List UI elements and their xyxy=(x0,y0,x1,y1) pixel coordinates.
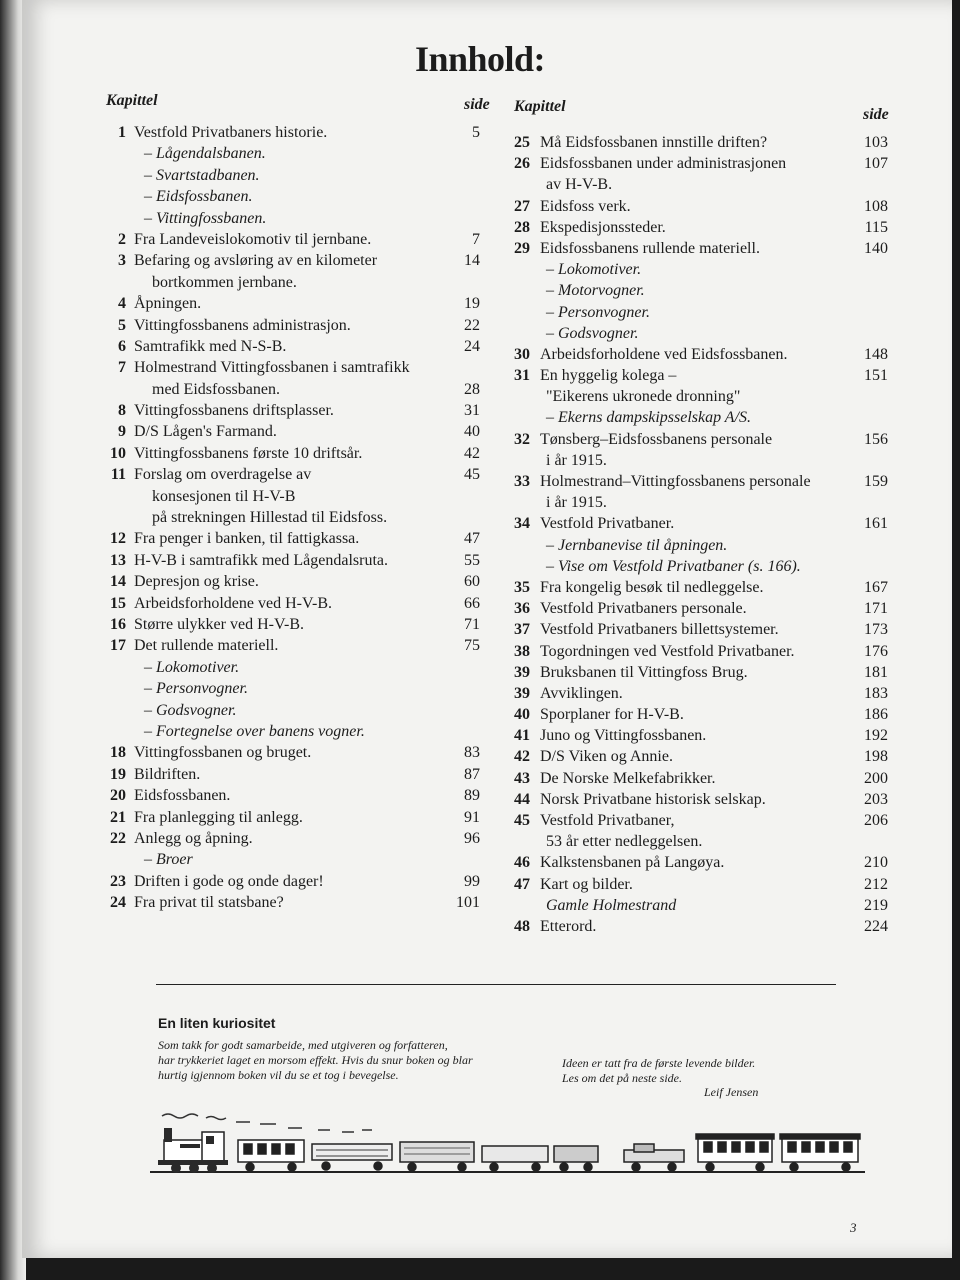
toc-entry xyxy=(500,324,892,345)
chapter-number: 4 xyxy=(118,295,126,313)
chapter-title: Norsk Privatbane historisk selskap. xyxy=(540,790,766,808)
chapter-title: D/S Lågen's Farmand. xyxy=(134,423,277,441)
chapter-title: Fra privat til statsbane? xyxy=(134,894,284,912)
chapter-subtitle: med Eidsfossbanen. xyxy=(152,380,280,398)
toc-entry xyxy=(96,743,486,764)
toc-entry xyxy=(500,599,892,620)
page-reference: 87 xyxy=(464,765,480,783)
chapter-title: H-V-B i samtrafikk med Lågendalsruta. xyxy=(134,551,389,569)
chapter-number: 26 xyxy=(514,155,530,173)
chapter-subtitle: bortkommen jernbane. xyxy=(152,273,297,291)
page-reference: 176 xyxy=(864,642,888,660)
steam-train-illustration xyxy=(150,1110,870,1190)
page-reference: 192 xyxy=(864,727,888,745)
toc-entry xyxy=(96,209,486,230)
chapter-title: Sporplaner for H-V-B. xyxy=(540,706,684,724)
chapter-number: 9 xyxy=(118,423,126,441)
chapter-title: Arbeidsforholdene ved Eidsfossbanen. xyxy=(540,345,788,363)
chapter-title: Ekspedisjonssteder. xyxy=(540,218,666,236)
toc-entry xyxy=(96,850,486,871)
toc-entry xyxy=(500,684,892,705)
chapter-number: 18 xyxy=(110,744,126,762)
chapter-subtitle: "Eikerens ukronede dronning" xyxy=(546,388,741,406)
chapter-title: Driften i gode og onde dager! xyxy=(134,872,324,890)
page-reference: 159 xyxy=(864,473,888,490)
chapter-subtitle: – Motorvogner. xyxy=(546,282,645,300)
toc-entry xyxy=(96,166,486,187)
chapter-title: Eidsfossbanen under administrasjonen xyxy=(540,155,787,173)
page-title: Innhold: xyxy=(414,39,546,79)
toc-entry xyxy=(96,615,486,636)
signature: Leif Jensen xyxy=(704,1085,759,1099)
chapter-title: D/S Viken og Annie. xyxy=(540,748,673,766)
chapter-title: Holmestrand Vittingfossbanen i samtrafikk xyxy=(134,359,410,377)
toc-entry xyxy=(96,893,486,914)
page-reference: 108 xyxy=(864,197,888,215)
toc-entry xyxy=(96,829,486,850)
page-reference: 181 xyxy=(864,663,888,681)
chapter-title: Må Eidsfossbanen innstille driften? xyxy=(540,134,768,151)
kuriositet-right-line: Les om det på neste side. xyxy=(562,1071,682,1085)
toc-right-column xyxy=(500,133,892,938)
chapter-subtitle: konsesjonen til H-V-B xyxy=(152,487,296,505)
page-reference: 210 xyxy=(864,854,888,872)
toc-entry xyxy=(500,853,892,874)
chapter-subtitle: – Vittingfossbanen. xyxy=(144,209,267,227)
page-reference: 156 xyxy=(864,430,888,448)
toc-entry xyxy=(96,808,486,829)
toc-entry xyxy=(500,387,892,408)
toc-entry xyxy=(500,663,892,684)
chapter-title: Fra planlegging til anlegg. xyxy=(134,808,303,826)
page-reference: 89 xyxy=(464,787,480,805)
chapter-title: Togordningen ved Vestfold Privatbaner. xyxy=(540,642,795,660)
page-reference: 99 xyxy=(464,872,480,890)
page-reference: 22 xyxy=(464,316,480,334)
toc-entry xyxy=(500,578,892,599)
chapter-number: 30 xyxy=(514,345,530,363)
chapter-title: Kart og bilder. xyxy=(540,875,633,893)
page-reference: 60 xyxy=(464,573,480,591)
chapter-number: 19 xyxy=(110,765,126,783)
right-side-header: side xyxy=(863,106,889,123)
chapter-number: 17 xyxy=(110,637,126,655)
page-reference: 55 xyxy=(464,551,480,569)
chapter-subtitle: 53 år etter nedleggelsen. xyxy=(546,833,703,851)
page-reference: 66 xyxy=(464,594,480,612)
toc-entry xyxy=(500,408,892,429)
toc-entry xyxy=(500,345,892,366)
toc-entry xyxy=(500,642,892,663)
chapter-title: Vestfold Privatbaners personale. xyxy=(540,600,747,618)
chapter-number: 39 xyxy=(514,684,530,702)
chapter-title: Vestfold Privatbaners billettsystemer. xyxy=(540,621,779,639)
toc-entry xyxy=(96,551,486,572)
chapter-title: Eidsfossbanens rullende materiell. xyxy=(540,239,760,257)
chapter-number: 1 xyxy=(118,124,126,141)
kuriositet-left-line: hurtig igjennom boken vil du se et tog i bevegelse. xyxy=(158,1068,399,1082)
chapter-subtitle: – Personvogner. xyxy=(546,303,650,321)
chapter-number: 40 xyxy=(514,706,530,724)
chapter-subtitle: – Lokomotiver. xyxy=(144,658,240,676)
toc-entry xyxy=(500,726,892,747)
chapter-number: 25 xyxy=(514,134,530,151)
chapter-subtitle: – Eidsfossbanen. xyxy=(144,188,253,206)
chapter-number: 5 xyxy=(118,316,126,334)
chapter-number: 29 xyxy=(514,239,530,257)
toc-entry xyxy=(500,875,892,896)
chapter-number: 23 xyxy=(110,872,126,890)
page-reference: 161 xyxy=(864,515,888,533)
page-reference: 45 xyxy=(464,466,480,484)
chapter-title: Arbeidsforholdene ved H-V-B. xyxy=(134,594,333,612)
chapter-title: Juno og Vittingfossbanen. xyxy=(540,727,707,745)
kuriositet-left-line: Som takk for godt samarbeide, med utgiveren og forfatteren, xyxy=(158,1038,448,1052)
page-reference: 203 xyxy=(864,790,888,808)
chapter-subtitle: – Lågendalsbanen. xyxy=(144,145,266,163)
page-reference: 219 xyxy=(864,896,888,914)
toc-entry xyxy=(96,658,486,679)
toc-entry xyxy=(500,175,892,196)
chapter-number: 3 xyxy=(118,252,126,270)
page-reference: 19 xyxy=(464,295,480,313)
toc-entry xyxy=(500,620,892,641)
toc-entry xyxy=(96,444,486,465)
toc-entry xyxy=(500,239,892,260)
chapter-number: 44 xyxy=(514,790,530,808)
chapter-subtitle: i år 1915. xyxy=(546,494,607,512)
page-reference: 75 xyxy=(464,637,480,655)
page-reference: 42 xyxy=(464,444,480,462)
chapter-number: 10 xyxy=(110,444,126,462)
kuriositet-left-line: har trykkeriet laget en morsom effekt. Hvis du snur boken og blar xyxy=(158,1053,473,1067)
chapter-number: 37 xyxy=(514,621,530,639)
toc-entry xyxy=(96,230,486,251)
toc-entry xyxy=(96,529,486,550)
toc-entry xyxy=(500,472,892,493)
wagon-icon xyxy=(400,1142,474,1171)
page-reference: 167 xyxy=(864,578,888,596)
chapter-subtitle: – Broer xyxy=(144,851,193,869)
chapter-number: 39 xyxy=(514,663,530,681)
toc-entry xyxy=(500,896,892,917)
page-reference: 7 xyxy=(472,230,480,248)
toc-entry xyxy=(96,701,486,722)
toc-entry xyxy=(500,260,892,281)
chapter-number: 13 xyxy=(110,551,126,569)
chapter-number: 14 xyxy=(110,573,126,591)
chapter-number: 48 xyxy=(514,917,530,935)
toc-entry xyxy=(96,144,486,165)
toc-entry xyxy=(96,508,486,529)
toc-entry xyxy=(96,572,486,593)
chapter-title: Samtrafikk med N-S-B. xyxy=(134,337,287,355)
page-reference: 173 xyxy=(864,621,888,639)
toc-entry xyxy=(96,337,486,358)
page-reference: 200 xyxy=(864,769,888,787)
page-reference: 40 xyxy=(464,423,480,441)
chapter-title: Fra kongelig besøk til nedleggelse. xyxy=(540,578,764,596)
toc-entry xyxy=(500,790,892,811)
toc-entry xyxy=(500,832,892,853)
page-reference: 5 xyxy=(472,124,480,141)
chapter-subtitle: i år 1915. xyxy=(546,451,607,469)
chapter-number: 36 xyxy=(514,600,530,618)
page-reference: 91 xyxy=(464,808,480,826)
toc-entry xyxy=(96,401,486,422)
chapter-subtitle: – Ekerns dampskipsselskap A/S. xyxy=(546,409,752,427)
toc-entry xyxy=(500,218,892,239)
chapter-title: Vittingfossbanens første 10 driftsår. xyxy=(134,444,363,462)
page-reference: 198 xyxy=(864,748,888,766)
smoke-icon xyxy=(162,1114,372,1132)
kuriositet-title: En liten kuriositet xyxy=(158,1015,276,1031)
toc-entry xyxy=(96,636,486,657)
chapter-title: Eidsfossbanen. xyxy=(134,787,231,805)
chapter-title: Bruksbanen til Vittingfoss Brug. xyxy=(540,663,748,681)
toc-entry xyxy=(96,594,486,615)
chapter-number: 38 xyxy=(514,642,530,660)
chapter-subtitle: – Vise om Vestfold Privatbaner (s. 166). xyxy=(546,557,801,575)
chapter-number: 33 xyxy=(514,473,530,490)
chapter-number: 20 xyxy=(110,787,126,805)
chapter-title: Eidsfoss verk. xyxy=(540,197,631,215)
toc-entry xyxy=(96,358,486,379)
chapter-title: Forslag om overdragelse av xyxy=(134,466,312,484)
page-reference: 24 xyxy=(464,337,480,355)
chapter-subtitle: – Lokomotiver. xyxy=(546,261,642,279)
chapter-title: Tønsberg–Eidsfossbanens personale xyxy=(540,430,773,448)
chapter-number: 41 xyxy=(514,727,530,745)
toc-entry xyxy=(96,765,486,786)
page-reference: 151 xyxy=(864,367,888,385)
chapter-title: Depresjon og krise. xyxy=(134,573,259,591)
toc-entry xyxy=(500,366,892,387)
kuriositet-right-text xyxy=(562,1056,822,1086)
toc-entry xyxy=(500,514,892,535)
left-kapittel-header: Kapittel xyxy=(106,92,158,109)
page-reference: 28 xyxy=(464,380,480,398)
toc-entry xyxy=(500,451,892,472)
toc-entry xyxy=(500,430,892,451)
page-reference: 171 xyxy=(864,600,888,618)
chapter-number: 46 xyxy=(514,854,530,872)
toc-entry xyxy=(96,786,486,807)
chapter-title: Etterord. xyxy=(540,917,597,935)
chapter-number: 12 xyxy=(110,530,126,548)
toc-left-column xyxy=(96,123,486,914)
toc-entry xyxy=(96,487,486,508)
chapter-subtitle: – Svartstadbanen. xyxy=(144,166,260,184)
chapter-title: De Norske Melkefabrikker. xyxy=(540,769,716,787)
chapter-subtitle: av H-V-B. xyxy=(546,176,613,194)
chapter-title: Åpningen. xyxy=(134,295,202,313)
chapter-number: 22 xyxy=(110,829,126,847)
passenger-car-icon xyxy=(780,1134,860,1171)
locomotive-icon xyxy=(158,1128,228,1173)
wagon-icon xyxy=(238,1140,304,1171)
kuriositet-right-line: Ideen er tatt fra de første levende bilder. xyxy=(562,1056,756,1070)
page-reference: 31 xyxy=(464,402,480,420)
chapter-number: 45 xyxy=(514,812,530,829)
wagon-icon xyxy=(554,1146,598,1171)
chapter-number: 31 xyxy=(514,367,530,385)
chapter-title: Vestfold Privatbaner, xyxy=(540,812,675,829)
chapter-title: Anlegg og åpning. xyxy=(134,829,253,847)
chapter-title: Bildriften. xyxy=(134,765,201,783)
toc-entry xyxy=(500,536,892,557)
toc-entry xyxy=(500,303,892,324)
chapter-number: 32 xyxy=(514,430,530,448)
wagon-icon xyxy=(312,1144,392,1170)
chapter-number: 24 xyxy=(110,894,126,912)
toc-entry xyxy=(96,679,486,700)
kuriositet-left-text xyxy=(158,1038,528,1083)
chapter-title: Fra penger i banken, til fattigkassa. xyxy=(134,530,360,548)
page-reference: 140 xyxy=(864,239,888,257)
toc-entry xyxy=(96,722,486,743)
page-reference: 71 xyxy=(464,615,480,633)
chapter-title: Vestfold Privatbaners historie. xyxy=(134,124,328,141)
chapter-number: 43 xyxy=(514,769,530,787)
toc-entry xyxy=(96,251,486,272)
chapter-title: Vittingfossbanens driftsplasser. xyxy=(134,402,334,420)
toc-entry xyxy=(500,493,892,514)
chapter-title: Holmestrand–Vittingfossbanens personale xyxy=(540,473,811,490)
chapter-subtitle: – Fortegnelse over banens vogner. xyxy=(144,722,365,740)
chapter-title: Kalkstensbanen på Langøya. xyxy=(540,854,725,872)
chapter-title: Større ulykker ved H-V-B. xyxy=(134,615,305,633)
chapter-title: Vittingfossbanen og bruget. xyxy=(134,744,312,762)
chapter-title: Vittingfossbanens administrasjon. xyxy=(134,316,351,334)
page-reference: 101 xyxy=(456,894,480,912)
toc-entry xyxy=(96,316,486,337)
page-number: 3 xyxy=(850,1220,857,1235)
chapter-title: Det rullende materiell. xyxy=(134,637,279,655)
chapter-title: Avviklingen. xyxy=(540,684,623,702)
chapter-number: 21 xyxy=(110,808,126,826)
page-reference: 107 xyxy=(864,155,888,173)
chapter-subtitle: – Godsvogner. xyxy=(546,324,639,342)
page-reference: 115 xyxy=(864,218,888,236)
toc-entry xyxy=(500,557,892,578)
toc-entry xyxy=(96,422,486,443)
toc-entry xyxy=(500,133,892,154)
chapter-title: Fra Landeveislokomotiv til jernbane. xyxy=(134,230,372,248)
chapter-number: 8 xyxy=(118,402,126,420)
chapter-number: 42 xyxy=(514,748,530,766)
chapter-subtitle: på strekningen Hillestad til Eidsfoss. xyxy=(152,509,388,527)
chapter-number: 11 xyxy=(110,466,126,484)
toc-entry xyxy=(500,281,892,302)
chapter-number: 16 xyxy=(110,615,126,633)
page-reference: 183 xyxy=(864,684,888,702)
page-reference: 206 xyxy=(864,812,888,829)
section-divider xyxy=(156,984,836,985)
page-reference: 103 xyxy=(864,134,888,151)
page-reference: 96 xyxy=(464,829,480,847)
wagon-icon xyxy=(624,1144,684,1171)
chapter-number: 47 xyxy=(514,875,530,893)
page-reference: 212 xyxy=(864,875,888,893)
chapter-subtitle: – Jernbanevise til åpningen. xyxy=(546,536,728,554)
toc-entry xyxy=(500,769,892,790)
toc-entry xyxy=(96,872,486,893)
chapter-title: Befaring og avsløring av en kilometer xyxy=(134,252,378,270)
toc-entry xyxy=(96,294,486,315)
chapter-number: 2 xyxy=(118,230,126,248)
toc-entry xyxy=(96,187,486,208)
toc-entry xyxy=(96,123,486,144)
page-reference: 14 xyxy=(464,252,480,270)
chapter-number: 15 xyxy=(110,594,126,612)
right-kapittel-header: Kapittel xyxy=(514,98,566,115)
chapter-number: 34 xyxy=(514,515,530,533)
left-side-header: side xyxy=(464,96,490,113)
page-reference: 224 xyxy=(864,917,888,935)
page-reference: 186 xyxy=(864,706,888,724)
chapter-subtitle: – Personvogner. xyxy=(144,680,248,698)
toc-entry xyxy=(500,197,892,218)
toc-entry xyxy=(96,273,486,294)
chapter-title: En hyggelig kolega – xyxy=(540,367,677,385)
wagon-icon xyxy=(482,1146,548,1171)
page-reference: 47 xyxy=(464,530,480,548)
chapter-subtitle: Gamle Holmestrand xyxy=(546,896,677,914)
chapter-number: 27 xyxy=(514,197,530,215)
chapter-number: 7 xyxy=(118,359,126,377)
toc-entry xyxy=(500,811,892,832)
page-reference: 148 xyxy=(864,345,888,363)
toc-entry xyxy=(500,917,892,938)
chapter-number: 35 xyxy=(514,578,530,596)
passenger-car-icon xyxy=(696,1134,774,1171)
chapter-subtitle: – Godsvogner. xyxy=(144,701,237,719)
page-reference: 83 xyxy=(464,744,480,762)
toc-entry xyxy=(96,380,486,401)
toc-entry xyxy=(500,154,892,175)
chapter-number: 6 xyxy=(118,337,126,355)
toc-entry xyxy=(500,747,892,768)
chapter-number: 28 xyxy=(514,218,530,236)
chapter-title: Vestfold Privatbaner. xyxy=(540,515,675,533)
toc-entry xyxy=(96,465,486,486)
toc-entry xyxy=(500,705,892,726)
